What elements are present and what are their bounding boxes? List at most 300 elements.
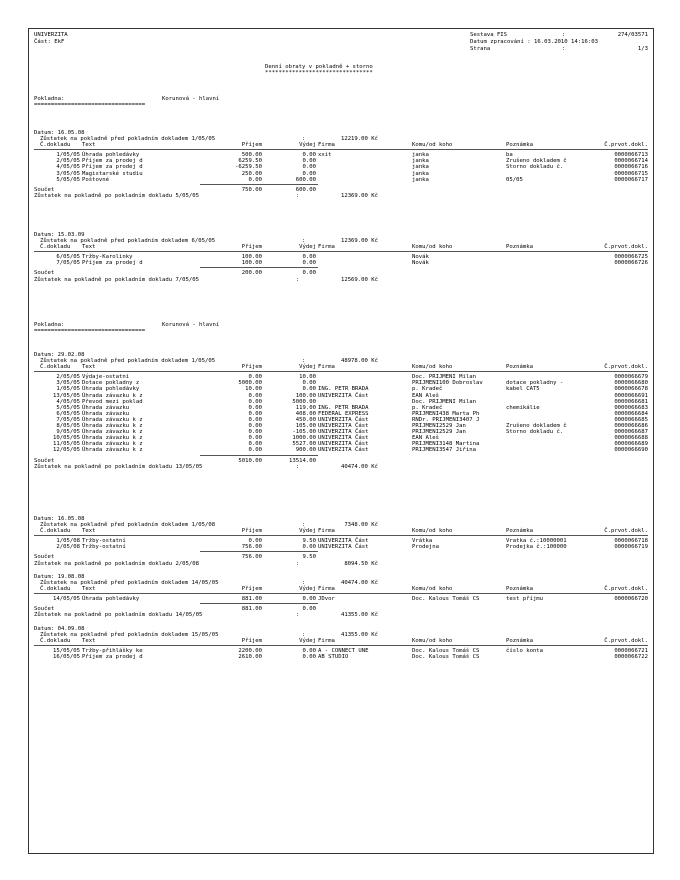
row-komu: PRIJMENI3547 Jiřina	[412, 447, 476, 454]
row-cdokl: 2/05/08	[56, 544, 80, 551]
col-cdokl: Č.dokladu	[40, 244, 71, 251]
row-prijem: 6259.50	[238, 158, 262, 165]
row-text: Tržby-přihlášky ke	[82, 648, 143, 655]
pokladna-name: Korunová - hlavní	[162, 96, 220, 102]
balance-after-amount: 40474.00 Kč	[340, 463, 378, 470]
col-vydej: Výdej	[299, 364, 316, 371]
sum-label: Součet	[34, 554, 55, 561]
row-cdokl: 3/05/05	[56, 380, 80, 387]
sum-label: Součet	[34, 270, 55, 277]
row-komu: p. Kradeč	[412, 386, 443, 393]
pokladna-label: Pokladna:	[34, 322, 65, 328]
row-vydej: -105.00	[292, 429, 316, 436]
sestava-colon: :	[562, 32, 566, 38]
row-prijem: 500.00	[241, 152, 262, 159]
row-cprvot: 0000066686	[614, 423, 648, 429]
balance-after-label: Zůstatek na pokladně po pokladním dokladu 13/05/05	[34, 463, 203, 470]
row-prijem: 0.00	[248, 404, 262, 411]
row-cdokl: 5/05/05	[56, 176, 80, 183]
col-cdokl: Č.dokladu	[40, 586, 71, 593]
col-prijem: Příjem	[241, 244, 262, 251]
row-cdokl: 14/05/05	[53, 596, 80, 603]
col-cprvot: Č.prvot.dokl.	[604, 528, 648, 535]
col-poznamka: Poznámka	[506, 528, 533, 535]
balance-before-label: Zůstatek na pokladně před pokladním dokladem 1/05/05	[40, 136, 216, 143]
row-komu: EAN Aleš	[412, 435, 439, 442]
row-prijem: 881.00	[241, 596, 262, 603]
balance-after-label: Zůstatek na pokladně po pokladním dokladu 2/05/08	[34, 560, 200, 567]
row-cprvot: 0000066689	[614, 441, 648, 448]
row-firma: ING. PETR BRADA	[318, 386, 369, 393]
row-vydej: 10.00	[299, 374, 316, 381]
org-part: Část: EkF	[34, 39, 65, 45]
row-firma: UNIVERZITA Část	[318, 447, 369, 454]
row-cdokl: 6/05/05	[56, 254, 80, 261]
row-prijem: 2200.00	[238, 648, 262, 655]
balance-after-amount: 41355.00 Kč	[340, 612, 378, 619]
row-cdokl: 15/05/05	[53, 648, 80, 655]
sum-prijem: 200.00	[241, 270, 262, 277]
row-komu: Prodejna	[412, 544, 439, 551]
row-komu: Novák	[412, 254, 429, 261]
row-cdokl: 16/05/05	[53, 654, 80, 661]
row-cprvot: 0000066684	[614, 410, 648, 417]
row-prijem: 0.00	[248, 374, 262, 381]
row-text: Úhrada závazku k z	[82, 429, 143, 436]
row-firma: ING. PETR BRADA	[318, 404, 369, 411]
row-prijem: 0.00	[248, 410, 262, 417]
row-prijem: 2610.00	[238, 654, 262, 661]
col-cprvot: Č.prvot.dokl.	[604, 142, 648, 149]
row-komu: RNDr. PRIJMENI3407 J	[412, 416, 480, 423]
row-text: Výdaje-ostatní	[82, 374, 130, 381]
col-poznamka: Poznámka	[506, 638, 533, 645]
row-text: Úhrada pohledávky	[82, 386, 140, 393]
row-cdokl: 4/05/05	[56, 164, 80, 171]
balance-before-amount: 41355.00 Kč	[340, 632, 378, 639]
row-komu: janka	[412, 176, 429, 183]
row-vydej: 0.00	[302, 152, 316, 159]
row-cprvot: 0000066683	[614, 404, 648, 411]
row-vydej: 100.00	[295, 392, 316, 399]
col-prijem: Příjem	[241, 142, 262, 149]
strana-colon: :	[562, 46, 566, 52]
day-date: Datum: 29.02.08	[34, 352, 85, 358]
row-cdokl: 13/05/05	[53, 392, 80, 399]
balance-after-label: Zůstatek na pokladně po pokladním dokladu 7/05/05	[34, 276, 200, 283]
row-cprvot: 0000066719	[614, 544, 648, 551]
row-firma: AB STUDIO	[318, 654, 349, 661]
header-rule	[34, 149, 648, 150]
row-komu: janka	[412, 164, 429, 171]
row-text: Tržby-ostatní	[82, 544, 126, 551]
row-firma: UNIVERZITA Část	[318, 441, 369, 448]
col-vydej: Výdej	[299, 528, 316, 535]
balance-before-colon: :	[302, 522, 306, 529]
balance-after-amount: 12569.00 Kč	[340, 276, 378, 283]
col-komu: Komu/od koho	[412, 528, 453, 535]
col-prijem: Příjem	[241, 638, 262, 645]
row-prijem: 5000.00	[238, 380, 262, 387]
row-cdokl: 1/05/05	[56, 386, 80, 393]
balance-after-amount: 8094.50 Kč	[344, 560, 378, 567]
row-cdokl: 7/05/05	[56, 416, 80, 423]
row-vydej: 408.00	[295, 410, 316, 417]
row-prijem: 0.00	[248, 429, 262, 436]
row-vydej: 5527.00	[292, 441, 316, 448]
row-vydej: 119.00	[295, 404, 316, 411]
col-vydej: Výdej	[299, 586, 316, 593]
row-text: Dotace pokladny z	[82, 380, 140, 387]
col-text: Text	[82, 244, 96, 251]
sum-rule	[200, 455, 318, 456]
row-text: Příjem za prodej d	[82, 158, 143, 165]
row-cprvot: 0000066715	[614, 170, 648, 177]
balance-before-label: Zůstatek na pokladně před pokladním dokladem 14/05/05	[40, 580, 219, 587]
col-cdokl: Č.dokladu	[40, 142, 71, 149]
row-firma: UNIVERZITA Část	[318, 544, 369, 551]
report-title: Denní obraty v pokladně + storno	[265, 64, 373, 70]
balance-after-colon: :	[296, 560, 300, 567]
row-komu: Doc. PRIJMENI Milan	[412, 374, 476, 381]
balance-after-colon: :	[296, 612, 300, 619]
col-komu: Komu/od koho	[412, 638, 453, 645]
row-prijem: 756.00	[241, 544, 262, 551]
row-prijem: 0.00	[248, 441, 262, 448]
pokladna-name: Korunová - hlavní	[162, 322, 220, 328]
row-cprvot: 0000066713	[614, 152, 648, 159]
row-cprvot: 0000066725	[614, 254, 648, 261]
day-date: Datum: 19.08.08	[34, 574, 85, 580]
row-cdokl: 10/05/05	[53, 435, 80, 442]
row-cprvot: 0000066688	[614, 435, 648, 442]
row-text: Úhrada závazku	[82, 404, 130, 411]
row-poznamka: ba	[506, 152, 513, 159]
sum-label: Součet	[34, 606, 55, 613]
row-vydej: 0.00	[302, 380, 316, 387]
row-prijem: -6259.50	[235, 164, 262, 171]
sum-rule	[200, 603, 318, 604]
row-text: Tržby-ostatní	[82, 538, 126, 545]
col-firma: Firma	[318, 638, 335, 645]
row-vydej: 0.00	[302, 254, 316, 261]
col-komu: Komu/od koho	[412, 142, 453, 149]
balance-after-label: Zůstatek na pokladně po pokladním dokladu 5/05/05	[34, 192, 200, 199]
row-komu: PRIJMENI2529 Jan	[412, 423, 466, 429]
sum-prijem: 5010.00	[238, 457, 262, 464]
header-rule	[34, 535, 648, 536]
row-prijem: 0.00	[248, 176, 262, 183]
row-prijem: 0.00	[248, 423, 262, 429]
balance-before-amount: 48978.00 Kč	[340, 358, 378, 365]
day-date: Datum: 15.03.09	[34, 232, 85, 238]
row-firma: UNIVERZITA Část	[318, 429, 369, 436]
row-vydej: 105.00	[295, 423, 316, 429]
sum-vydej: 0.00	[302, 606, 316, 613]
col-cprvot: Č.prvot.dokl.	[604, 586, 648, 593]
col-vydej: Výdej	[299, 638, 316, 645]
col-firma: Firma	[318, 142, 335, 149]
col-poznamka: Poznámka	[506, 142, 533, 149]
row-text: Úhrada závazku k z	[82, 416, 143, 423]
row-cprvot: 0000066714	[614, 158, 648, 165]
col-firma: Firma	[318, 244, 335, 251]
row-cprvot: 0000066726	[614, 260, 648, 267]
col-komu: Komu/od koho	[412, 244, 453, 251]
balance-before-amount: 12369.00 Kč	[340, 238, 378, 245]
row-text: Převod mezi poklad	[82, 398, 143, 405]
row-firma: UNIVERZITA Část	[318, 392, 369, 399]
row-cprvot: 0000066721	[614, 648, 648, 655]
row-text: Poštovné	[82, 176, 109, 183]
row-komu: PRIJMENI3148 Martina	[412, 441, 480, 448]
org-name: UNIVERZITA	[34, 32, 68, 38]
col-komu: Komu/od koho	[412, 586, 453, 593]
row-komu: p. Kradeč	[412, 404, 443, 411]
row-cdokl: 6/05/05	[56, 410, 80, 417]
balance-before-label: Zůstatek na pokladně před pokladním dokladem 1/05/08	[40, 522, 216, 529]
col-text: Text	[82, 638, 96, 645]
row-prijem: 0.00	[248, 447, 262, 454]
row-cdokl: 1/05/05	[56, 152, 80, 159]
row-komu: PRIJMENI2529 Jan	[412, 429, 466, 436]
sum-prijem: 756.00	[241, 554, 262, 561]
col-prijem: Příjem	[241, 364, 262, 371]
row-vydej: 0.00	[302, 386, 316, 393]
row-komu: Doc. Kalous Tomáš CS	[412, 596, 480, 603]
col-cdokl: Č.dokladu	[40, 364, 71, 371]
row-vydej: 900.00	[295, 447, 316, 454]
row-firma: A - CONNECT UNE	[318, 648, 369, 655]
col-text: Text	[82, 142, 96, 149]
strana-label: Strana	[470, 46, 491, 52]
balance-before-colon: :	[302, 580, 306, 587]
row-vydej: 450.00	[295, 416, 316, 423]
row-cprvot: 0000066678	[614, 386, 648, 393]
row-vydej: 9.50	[302, 538, 316, 545]
col-prijem: Příjem	[241, 586, 262, 593]
sum-vydej: 600.00	[295, 186, 316, 193]
day-date: Datum: 04.09.08	[34, 626, 85, 632]
sum-rule	[200, 267, 318, 268]
row-komu: Doc. PRIJMENI Milan	[412, 398, 476, 405]
row-komu: Doc. Kalous Tomáš CS	[412, 654, 480, 661]
row-cprvot: 0000066722	[614, 654, 648, 661]
row-cprvot: 0000066717	[614, 176, 648, 183]
row-poznamka: chemikálie	[506, 404, 540, 411]
row-firma: FEDERAL EXPRESS	[318, 410, 369, 417]
row-poznamka: Zrušeno dokladem č	[506, 158, 567, 165]
sum-rule	[200, 551, 318, 552]
header-rule	[34, 371, 648, 372]
sum-vydej: 0.00	[302, 270, 316, 277]
col-text: Text	[82, 528, 96, 535]
pokladna-underline: =================================	[34, 102, 146, 108]
row-prijem: 0.00	[248, 435, 262, 442]
row-vydej: 0.00	[302, 596, 316, 603]
col-cprvot: Č.prvot.dokl.	[604, 244, 648, 251]
row-poznamka: 05/05	[506, 176, 523, 183]
row-cprvot: 0000066680	[614, 380, 648, 387]
row-prijem: 250.00	[241, 170, 262, 177]
row-text: Úhrada závazku	[82, 410, 130, 417]
header-rule	[34, 645, 648, 646]
row-poznamka: Prodejka č.:100000	[506, 544, 567, 551]
row-komu: Novák	[412, 260, 429, 267]
day-date: Datum: 16.05.08	[34, 516, 85, 522]
row-cdokl: 1/05/08	[56, 538, 80, 545]
row-vydej: 600.00	[295, 176, 316, 183]
col-vydej: Výdej	[299, 142, 316, 149]
balance-after-colon: :	[296, 463, 300, 470]
col-komu: Komu/od koho	[412, 364, 453, 371]
balance-before-colon: :	[302, 136, 306, 143]
sum-rule	[200, 184, 318, 185]
row-cprvot: 0000066718	[614, 538, 648, 545]
balance-after-label: Zůstatek na pokladně po pokladním dokladu 14/05/05	[34, 612, 203, 619]
row-vydej: 0.00	[302, 648, 316, 655]
row-cprvot: 0000066690	[614, 447, 648, 454]
row-text: Příjem za prodej d	[82, 164, 143, 171]
header-rule	[34, 251, 648, 252]
row-text: Úhrada pohledávky	[82, 596, 140, 603]
strana-value: 1/3	[637, 46, 648, 52]
row-poznamka: číslo konta	[506, 648, 544, 655]
row-cprvot: 0000066716	[614, 164, 648, 171]
row-cdokl: 2/05/05	[56, 158, 80, 165]
balance-before-colon: :	[302, 238, 306, 245]
row-komu: Doc. Kalous Tomáš CS	[412, 648, 480, 655]
row-text: Úhrada pohledávky	[82, 152, 140, 159]
row-vydej: 0.00	[302, 158, 316, 165]
col-firma: Firma	[318, 586, 335, 593]
sum-label: Součet	[34, 457, 55, 464]
pokladna-label: Pokladna:	[34, 96, 65, 102]
col-firma: Firma	[318, 528, 335, 535]
row-firma: UNIVERZITA Část	[318, 435, 369, 442]
balance-after-amount: 12369.00 Kč	[340, 192, 378, 199]
row-komu: janka	[412, 158, 429, 165]
row-komu: PRIJMENI100 Dobroslav	[412, 380, 483, 387]
row-prijem: 0.00	[248, 392, 262, 399]
row-cdokl: 5/05/05	[56, 404, 80, 411]
col-cprvot: Č.prvot.dokl.	[604, 638, 648, 645]
row-poznamka: test příjmu	[506, 596, 544, 603]
row-vydej: 0.00	[302, 654, 316, 661]
row-text: Úhrada závazku k z	[82, 441, 143, 448]
pokladna-underline: =================================	[34, 328, 146, 334]
sum-prijem: 750.00	[241, 186, 262, 193]
col-poznamka: Poznámka	[506, 364, 533, 371]
row-text: Úhrada závazku k z	[82, 435, 143, 442]
balance-after-colon: :	[296, 276, 300, 283]
row-cdokl: 9/05/05	[56, 429, 80, 436]
sum-vydej: 13514.00	[289, 457, 316, 464]
row-prijem: 0.00	[248, 416, 262, 423]
datum-zpracovani: Datum zpracování : 16.03.2010 14:16:03	[470, 39, 598, 45]
balance-before-colon: :	[302, 358, 306, 365]
row-cprvot: 0000066679	[614, 374, 648, 381]
row-komu: Vrátka	[412, 538, 433, 545]
col-cprvot: Č.prvot.dokl.	[604, 364, 648, 371]
row-vydej: 5000.00	[292, 398, 316, 405]
sestava-value: 274/03571	[617, 32, 648, 38]
sum-label: Součet	[34, 186, 55, 193]
sum-prijem: 881.00	[241, 606, 262, 613]
col-prijem: Příjem	[241, 528, 262, 535]
row-text: Příjem za prodej d	[82, 654, 143, 661]
col-vydej: Výdej	[299, 244, 316, 251]
row-vydej: 0.00	[302, 544, 316, 551]
report-title-underline: ********************************	[265, 70, 373, 76]
col-cdokl: Č.dokladu	[40, 638, 71, 645]
col-text: Text	[82, 586, 96, 593]
balance-before-colon: :	[302, 632, 306, 639]
row-cdokl: 7/05/05	[56, 260, 80, 267]
balance-before-amount: 40474.00 Kč	[340, 580, 378, 587]
row-text: Úhrada závazku k z	[82, 423, 143, 429]
row-text: Tržby-Karolinky	[82, 254, 133, 261]
row-cdokl: 11/05/05	[53, 441, 80, 448]
row-poznamka: Zrušeno dokladem č	[506, 423, 567, 429]
row-poznamka: Storno dokladu č.	[506, 164, 564, 171]
day-date: Datum: 16.05.08	[34, 130, 85, 136]
col-poznamka: Poznámka	[506, 586, 533, 593]
row-firma: UNIVERZITA Část	[318, 416, 369, 423]
row-poznamka: Storno dokladu č.	[506, 429, 564, 436]
row-vydej: 0.00	[302, 170, 316, 177]
row-komu: PRIJMENI438 Marta Ph	[412, 410, 480, 417]
row-poznamka: kabel CAT5	[506, 386, 540, 393]
row-cprvot: 0000066681	[614, 398, 648, 405]
row-text: Příjem za prodej d	[82, 260, 143, 267]
row-prijem: 0.00	[248, 398, 262, 405]
row-komu: janka	[412, 170, 429, 177]
row-text: Magistarské studiu	[82, 170, 143, 177]
row-cdokl: 8/05/05	[56, 423, 80, 429]
row-firma: JDvor	[318, 596, 335, 603]
col-firma: Firma	[318, 364, 335, 371]
col-poznamka: Poznámka	[506, 244, 533, 251]
row-vydej: 1000.00	[292, 435, 316, 442]
balance-after-colon: :	[296, 192, 300, 199]
balance-before-label: Zůstatek na pokladně před pokladním dokladem 6/05/05	[40, 238, 216, 245]
sum-vydej: 9.50	[302, 554, 316, 561]
balance-before-label: Zůstatek na pokladně před pokladním dokladem 1/05/05	[40, 358, 216, 365]
balance-before-amount: 7348.00 Kč	[344, 522, 378, 529]
row-cprvot: 0000066685	[614, 416, 648, 423]
row-firma: UNIVERZITA Část	[318, 538, 369, 545]
balance-before-amount: 12219.00 Kč	[340, 136, 378, 143]
row-vydej: 0.00	[302, 260, 316, 267]
row-poznamka: dotace pokladny -	[506, 380, 564, 387]
row-komu: janka	[412, 152, 429, 159]
header-rule	[34, 593, 648, 594]
row-firma: xxit	[318, 152, 332, 159]
balance-before-label: Zůstatek na pokladně před pokladním dokladem 15/05/05	[40, 632, 219, 639]
row-cprvot: 0000066687	[614, 429, 648, 436]
row-text: Úhrada závazku k z	[82, 392, 143, 399]
row-prijem: 10.00	[245, 386, 262, 393]
row-cdokl: 12/05/05	[53, 447, 80, 454]
row-cdokl: 2/05/05	[56, 374, 80, 381]
sestava-label: Sestava FIS	[470, 32, 508, 38]
row-cprvot: 0000066691	[614, 392, 648, 399]
row-text: Úhrada závazku k z	[82, 447, 143, 454]
row-cdokl: 4/05/05	[56, 398, 80, 405]
col-text: Text	[82, 364, 96, 371]
row-prijem: 100.00	[241, 260, 262, 267]
